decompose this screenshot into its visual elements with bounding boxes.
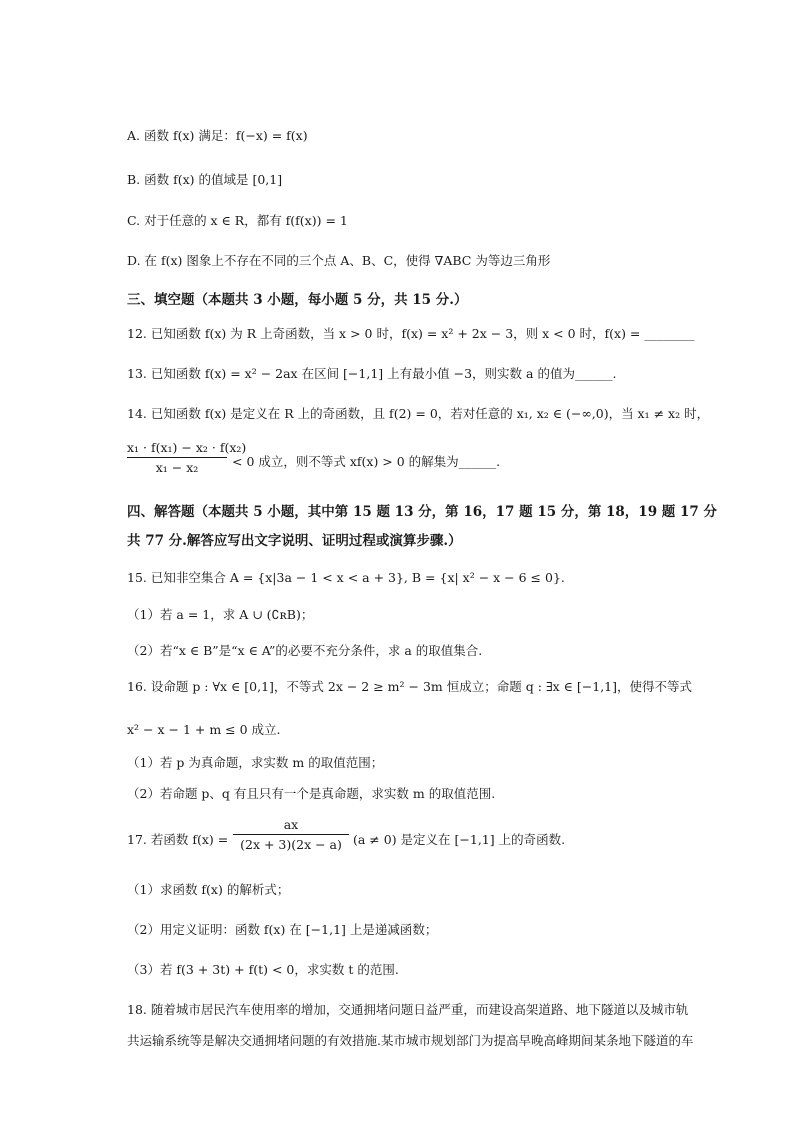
question-17-condition: (a ≠ 0) 是定义在 [−1,1] 上的奇函数. <box>353 832 566 847</box>
option-b: B. 函数 f(x) 的值域是 [0,1] <box>127 172 283 187</box>
option-d: D. 在 f(x) 图象上不存在不同的三个点 A、B、C，使得 ∇ABC 为等边三角形 <box>127 253 551 268</box>
question-17-part-3: （3）若 f(3 + 3t) + f(t) < 0，求实数 t 的范围. <box>127 962 399 977</box>
fraction-bar <box>233 834 349 835</box>
section-4-title-line-1: 四、解答题（本题共 5 小题，其中第 15 题 13 分，第 16，17 题 15 分，第 18，19 题 17 分 <box>127 504 717 520</box>
question-18-line-2: 共运输系统等是解决交通拥堵问题的有效措施.某市城市规划部门为提高早晚高峰期间某条地下隧道的车 <box>127 1033 694 1048</box>
section-4-title-line-2: 共 77 分.解答应写出文字说明、证明过程或演算步骤.） <box>127 533 462 549</box>
section-3-heading <box>127 288 738 308</box>
section-3-title: 三、填空题（本题共 3 小题，每小题 5 分，共 15 分.） <box>127 292 468 308</box>
question-12: 12. 已知函数 f(x) 为 R 上奇函数，当 x > 0 时，f(x) = x² + 2x − 3，则 x < 0 时，f(x) = ________ <box>127 326 695 341</box>
question-16-part-2: （2）若命题 p、q 有且只有一个是真命题，求实数 m 的取值范围. <box>127 786 496 801</box>
fraction-bar <box>127 457 227 458</box>
question-17-prefix: 17. 若函数 f(x) = <box>127 832 229 847</box>
question-17-fraction <box>233 817 349 852</box>
option-c: C. 对于任意的 x ∈ R，都有 f(f(x)) = 1 <box>127 213 348 228</box>
fraction-denominator: (2x + 3)(2x − a) <box>240 837 342 852</box>
fraction-denominator: x₁ − x₂ <box>155 460 199 475</box>
question-16-stem-2: x² − x − 1 + m ≤ 0 成立. <box>127 722 281 737</box>
question-15-stem: 15. 已知非空集合 A = {x|3a − 1 < x < a + 3}, B = {x| x² − x − 6 ≤ 0}. <box>127 570 565 585</box>
question-18-line-1: 18. 随着城市居民汽车使用率的增加，交通拥堵问题日益严重，而建设高架道路、地下隧道以及城市轨 <box>127 1002 689 1017</box>
fraction-numerator: ax <box>283 817 299 832</box>
fraction-numerator: x₁ · f(x₁) − x₂ · f(x₂) <box>127 440 247 455</box>
question-16-stem-1: 16. 设命题 p : ∀x ∈ [0,1]，不等式 2x − 2 ≥ m² − 3m 恒成立；命题 q : ∃x ∈ [−1,1]，使得不等式 <box>127 679 693 694</box>
section-4-heading <box>127 500 738 549</box>
question-14-condition: < 0 成立，则不等式 xf(x) > 0 的解集为______. <box>232 454 501 469</box>
question-14-line-1: 14. 已知函数 f(x) 是定义在 R 上的奇函数，且 f(2) = 0，若对任意的 x₁, x₂ ∈ (−∞,0)，当 x₁ ≠ x₂ 时， <box>127 406 710 421</box>
question-15-part-1: （1）若 a = 1，求 A ∪ (∁ʀB)； <box>127 607 314 622</box>
question-15-part-2: （2）若“x ∈ B”是“x ∈ A”的必要不充分条件，求 a 的取值集合. <box>127 643 483 658</box>
question-14-fraction <box>127 440 247 475</box>
question-13: 13. 已知函数 f(x) = x² − 2ax 在区间 [−1,1] 上有最小值 −3，则实数 a 的值为______. <box>127 366 617 381</box>
option-a: A. 函数 f(x) 满足：f(−x) = f(x) <box>127 128 308 143</box>
question-17-part-1: （1）求函数 f(x) 的解析式； <box>127 882 290 897</box>
question-17-part-2: （2）用定义证明：函数 f(x) 在 [−1,1] 上是递减函数； <box>127 922 438 937</box>
question-16-part-1: （1）若 p 为真命题，求实数 m 的取值范围； <box>127 755 384 770</box>
